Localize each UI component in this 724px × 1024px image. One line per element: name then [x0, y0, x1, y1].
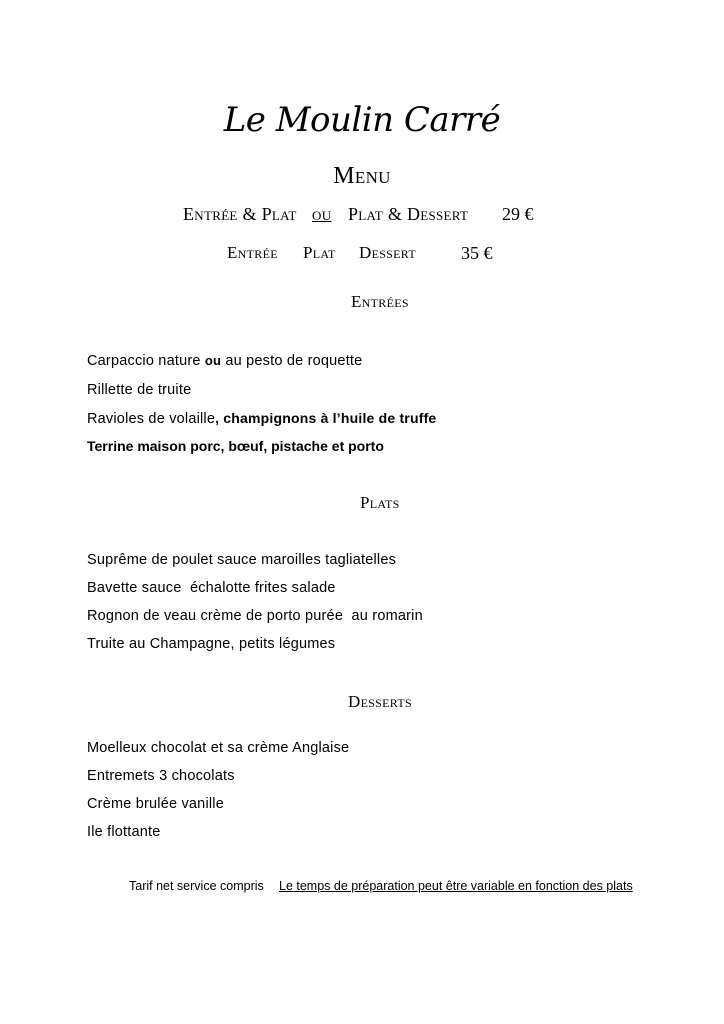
section-title-entrees: Entrées: [351, 292, 409, 311]
item-text: Ravioles de volaille: [87, 411, 216, 427]
list-item: Terrine maison porc, bœuf, pistache et porto: [87, 438, 384, 454]
footer-note: Le temps de préparation peut être variable en fonction des plats: [279, 879, 633, 893]
formula-2-price: 35 €: [461, 243, 493, 263]
item-text-bold: , champignons à l’huile de truffe: [215, 410, 437, 426]
formula-2-part2: Plat: [303, 243, 336, 262]
formula-2-part1: Entrée: [227, 243, 278, 262]
formula-1-part2: Plat & Dessert: [348, 204, 469, 224]
list-item: Bavette sauce échalotte frites salade: [87, 580, 336, 596]
section-title-plats: Plats: [360, 493, 400, 512]
list-item: [87, 410, 436, 427]
formula-1-part1: Entrée & Plat: [183, 204, 297, 224]
list-item: [87, 353, 362, 369]
item-text: Carpaccio nature: [87, 353, 201, 369]
restaurant-name: Le Moulin Carré: [223, 100, 501, 140]
section-title-desserts: Desserts: [348, 692, 412, 711]
footer-tarif: Tarif net service compris: [129, 879, 264, 893]
list-item: Crème brulée vanille: [87, 796, 224, 812]
formula-1-or: ou: [312, 204, 332, 224]
menu-title: Menu: [333, 163, 391, 189]
list-item: Rognon de veau crème de porto purée au romarin: [87, 608, 423, 624]
list-item: Moelleux chocolat et sa crème Anglaise: [87, 740, 350, 756]
list-item: Truite au Champagne, petits légumes: [87, 636, 336, 652]
list-item: Rillette de truite: [87, 382, 192, 398]
item-text: au pesto de roquette: [225, 353, 363, 369]
list-item: Entremets 3 chocolats: [87, 768, 235, 784]
list-item: Ile flottante: [87, 824, 161, 840]
item-connector: ou: [204, 353, 222, 368]
list-item: Suprême de poulet sauce maroilles tagliatelles: [87, 552, 397, 568]
formula-1-price: 29 €: [502, 204, 534, 224]
formula-2-part3: Dessert: [359, 243, 416, 262]
